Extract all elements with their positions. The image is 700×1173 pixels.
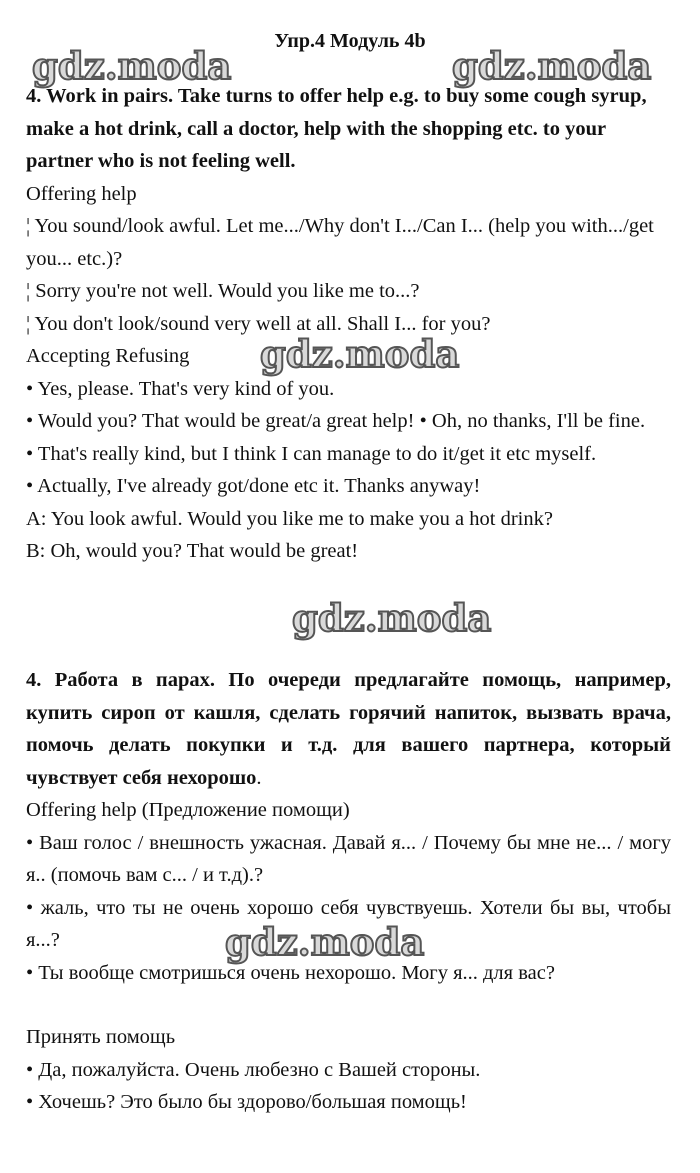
- english-offering-line: ¦ Sorry you're not well. Would you like me to...?: [26, 280, 420, 302]
- english-offering-line: ¦ You sound/look awful. Let me.../Why don't I.../Can I... (help you with.../get you... etc.)?: [26, 215, 654, 270]
- russian-accepting-line: • Да, пожалуйста. Очень любезно с Вашей стороны.: [26, 1058, 481, 1081]
- russian-offering-heading: Offering help (Предложение помощи): [26, 799, 350, 821]
- russian-section: [26, 664, 671, 1119]
- english-accepting-line: • Actually, I've already got/done etc it. Thanks anyway!: [26, 475, 481, 497]
- russian-task: [26, 664, 671, 794]
- watermark: gdz.moda: [32, 44, 232, 88]
- watermark: gdz.moda: [260, 332, 460, 376]
- english-task: 4. Work in pairs. Take turns to offer help e.g. to buy some cough syrup, make a hot drink, call a doctor, help with the shopping etc. to your partner who is not feeling well.: [26, 85, 647, 172]
- english-section: [26, 80, 671, 568]
- english-accepting-heading: Accepting Refusing: [26, 345, 190, 367]
- russian-offering-line: • Ваш голос / внешность ужасная. Давай я... / Почему бы мне не... / могу я.. (помочь вам с... / и т.д).?: [26, 831, 671, 886]
- english-accepting-line: • Yes, please. That's very kind of you.: [26, 377, 335, 400]
- english-accepting-line: • That's really kind, but I think I can manage to do it/get it etc myself.: [26, 442, 597, 465]
- english-accepting-line: • Would you? That would be great/a great help! • Oh, no thanks, I'll be fine.: [26, 410, 646, 432]
- watermark: gdz.moda: [225, 920, 425, 964]
- watermark: gdz.moda: [292, 596, 492, 640]
- russian-offering-line: • Ты вообще смотришься очень нехорошо. Могу я... для вас?: [26, 961, 555, 984]
- russian-offering-line: • жаль, что ты не очень хорошо себя чувствуешь. Хотели бы вы, чтобы я...?: [26, 896, 671, 951]
- russian-task-text: 4. Работа в парах. По очереди предлагайте помощь, например, купить сироп от кашля, сделать горячий напиток, вызвать врача, помочь делать покупки и т.д. для вашего партнера, который чувствует себя нехорошо: [26, 669, 671, 789]
- russian-accepting-heading: Принять помощь: [26, 1026, 176, 1048]
- page-header: Упр.4 Модуль 4b: [274, 30, 426, 52]
- dialogue-line-a: A: You look awful. Would you like me to make you a hot drink?: [26, 507, 553, 530]
- blank-line: [26, 989, 671, 1021]
- watermark: gdz.moda: [452, 44, 652, 88]
- english-offering-heading: Offering help: [26, 182, 137, 205]
- english-offering-line: ¦ You don't look/sound very well at all. Shall I... for you?: [26, 312, 491, 335]
- russian-task-end: .: [256, 766, 262, 789]
- russian-accepting-line: • Хочешь? Это было бы здорово/большая помощь!: [26, 1091, 467, 1113]
- dialogue-line-b: B: Oh, would you? That would be great!: [26, 540, 359, 562]
